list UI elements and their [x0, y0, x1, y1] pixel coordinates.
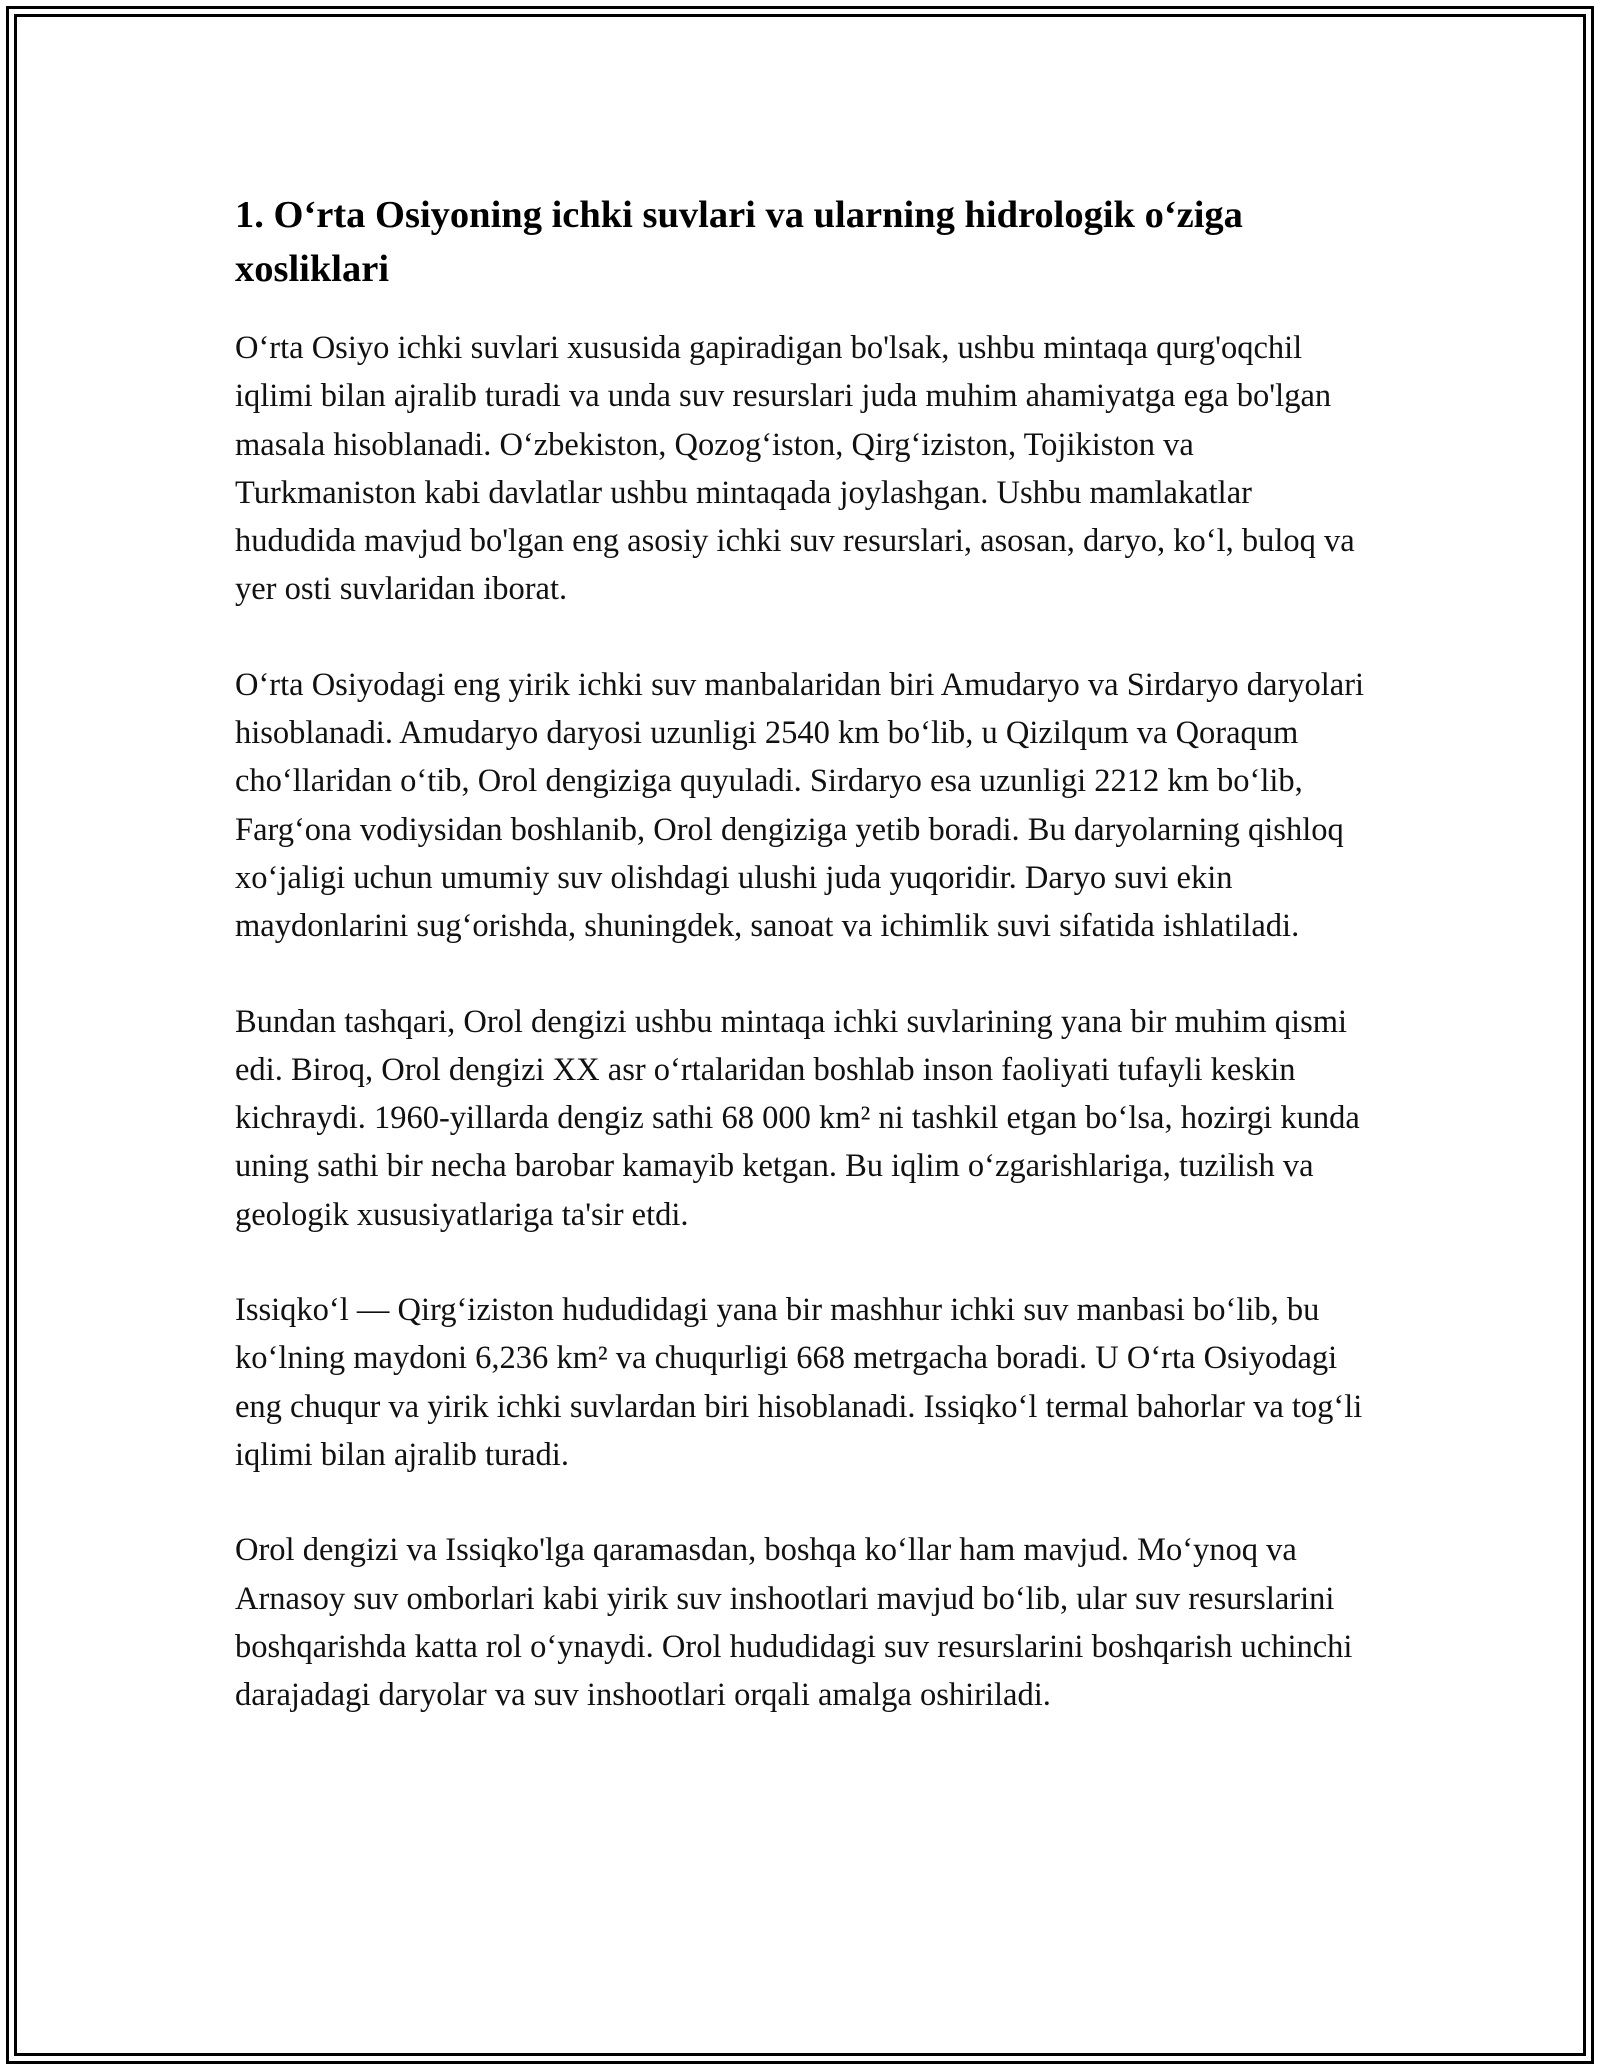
- document-title: 1. O‘rta Osiyoning ichki suvlari va ularning hidrologik o‘ziga xosliklari: [235, 194, 1243, 290]
- paragraph-reservoirs: Orol dengizi va Issiqko'lga qaramasdan, boshqa ko‘llar ham mavjud. Mo‘ynoq va Arnasoy suv omborlari kabi yirik suv inshootlari mavjud bo‘lib, ular suv resurslarini boshqarishda katta rol o‘ynaydi. Orol hududidagi suv resurslarini boshqarish uchinchi darajadagi daryolar va suv inshootlari orqali amalga oshiriladi.: [235, 1532, 1353, 1714]
- document-body: [235, 188, 1375, 1766]
- paragraph-issyk-kul: Issiqko‘l — Qirg‘iziston hududidagi yana bir mashhur ichki suv manbasi bo‘lib, bu ko‘lning maydoni 6,236 km² va chuqurligi 668 metrgacha boradi. U O‘rta Osiyodagi eng chuqur va yirik ichki suvlardan biri hisoblanadi. Issiqko‘l termal bahorlar va tog‘li iqlimi bilan ajralib turadi.: [235, 1292, 1363, 1473]
- paragraph-aral-sea: Bundan tashqari, Orol dengizi ushbu mintaqa ichki suvlarining yana bir muhim qismi edi. Biroq, Orol dengizi XX asr o‘rtalaridan boshlab inson faoliyati tufayli keskin kichraydi. 1960-yillarda dengiz sathi 68 000 km² ni tashkil etgan bo‘lsa, hozirgi kunda uning sathi bir necha barobar kamayib ketgan. Bu iqlim o‘zgarishlariga, tuzilish va geologik xususiyatlariga ta'sir etdi.: [235, 1003, 1360, 1233]
- paragraph-rivers: O‘rta Osiyodagi eng yirik ichki suv manbalaridan biri Amudaryo va Sirdaryo daryolari hisoblanadi. Amudaryo daryosi uzunligi 2540 km bo‘lib, u Qizilqum va Qoraqum cho‘llaridan o‘tib, Orol dengiziga quyuladi. Sirdaryo esa uzunligi 2212 km bo‘lib, Farg‘ona vodiysidan boshlanib, Orol dengiziga yetib boradi. Bu daryolarning qishloq xo‘jaligi uchun umumiy suv olishdagi ulushi juda yuqoridir. Daryo suvi ekin maydonlarini sug‘orishda, shuningdek, sanoat va ichimlik suvi sifatida ishlatiladi.: [235, 666, 1365, 945]
- paragraph-intro: O‘rta Osiyo ichki suvlari xususida gapiradigan bo'lsak, ushbu mintaqa qurg'oqchil iqlimi bilan ajralib turadi va unda suv resurslari juda muhim ahamiyatga ega bo'lgan masala hisoblanadi. O‘zbekiston, Qozog‘iston, Qirg‘iziston, Tojikiston va Turkmaniston kabi davlatlar ushbu mintaqada joylashgan. Ushbu mamlakatlar hududida mavjud bo'lgan eng asosiy ichki suv resurslari, asosan, daryo, ko‘l, buloq va yer osti suvlaridan iborat.: [235, 330, 1355, 608]
